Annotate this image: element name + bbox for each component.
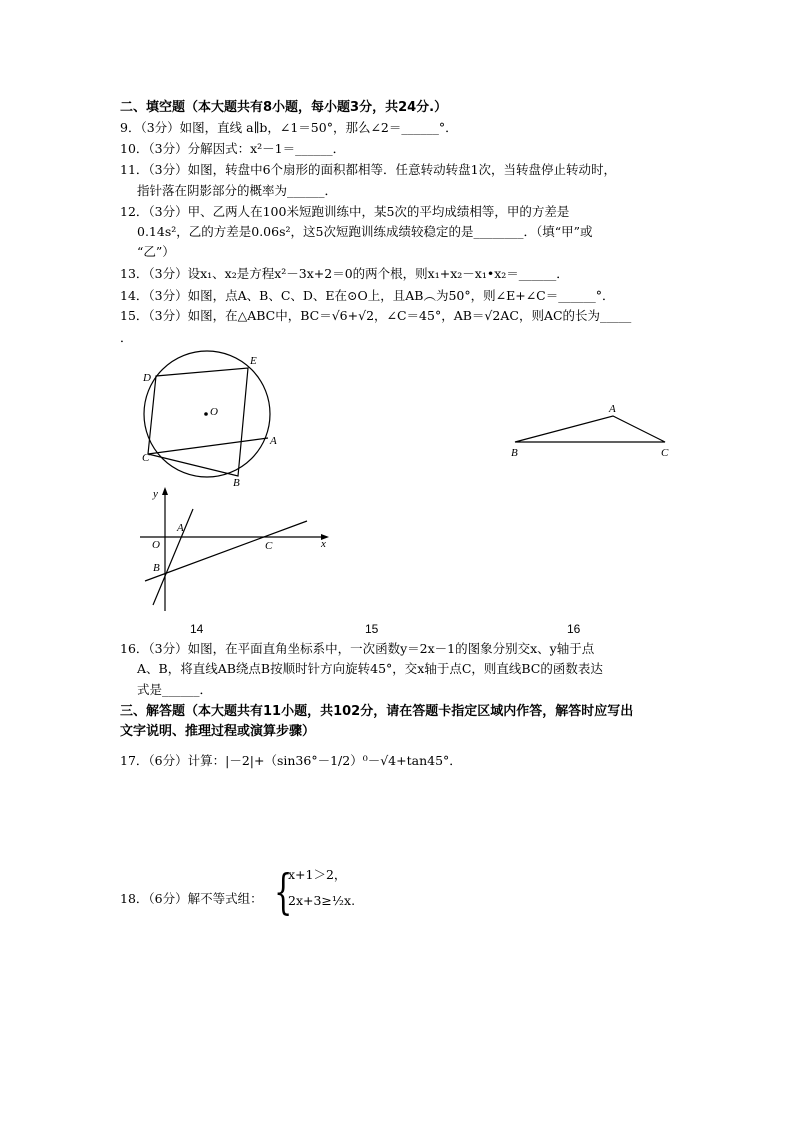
section2-heading: 二、填空题（本大题共有8小题，每小题3分，共24分.） bbox=[120, 100, 448, 115]
figure-number-15: 15 bbox=[365, 622, 379, 636]
label-B: B bbox=[153, 562, 160, 574]
inequality-system bbox=[288, 862, 355, 914]
figure-number-14: 14 bbox=[190, 622, 204, 636]
label-y: y bbox=[153, 488, 158, 500]
question-13: 13．（3分）设x₁、x₂是方程x²－3x+2＝0的两个根，则x₁+x₂－x₁•x₂＝______． bbox=[120, 266, 569, 281]
question-15-line1: 15．（3分）如图，在△ABC中，BC＝√6+√2，∠C＝45°，AB＝√2AC，则AC的长为_____ bbox=[120, 308, 632, 323]
question-9: 9．（3分）如图，直线 a∥b，∠1＝50°，那么∠2＝______°． bbox=[120, 120, 458, 135]
question-11-line1: 11．（3分）如图，转盘中6个扇形的面积都相等．任意转动转盘1次，当转盘停止转动时， bbox=[120, 162, 617, 177]
section3-heading-line1: 三、解答题（本大题共有11小题，共102分，请在答题卡指定区域内作答，解答时应写出 bbox=[120, 704, 634, 719]
label-C: C bbox=[142, 452, 150, 464]
label-B: B bbox=[233, 477, 240, 488]
inequality-2: 2x+3≥½x. bbox=[288, 893, 356, 908]
label-x: x bbox=[321, 538, 326, 550]
question-16-line1: 16．（3分）如图，在平面直角坐标系中，一次函数y＝2x－1的图象分别交x、y轴于点 bbox=[120, 641, 595, 656]
question-18-prefix: 18．（6分）解不等式组： bbox=[120, 891, 263, 906]
figure-number-16: 16 bbox=[567, 622, 581, 636]
circle-figure bbox=[130, 348, 290, 488]
question-17: 17．（6分）计算：|－2|+（sin36°－1/2）⁰－√4+tan45°． bbox=[120, 753, 462, 768]
label-C: C bbox=[265, 540, 273, 552]
question-10: 10．（3分）分解因式：x²－1＝______． bbox=[120, 141, 346, 156]
label-O: O bbox=[152, 539, 160, 551]
brace-icon: { bbox=[274, 864, 293, 920]
label-D: D bbox=[143, 372, 151, 384]
section3-heading-line2: 文字说明、推理过程或演算步骤） bbox=[120, 724, 316, 739]
question-11-line2: 指针落在阴影部分的概率为______． bbox=[137, 183, 338, 198]
label-B: B bbox=[511, 447, 518, 459]
question-12-line2: 0.14s²，乙的方差是0.06s²，这5次短跑训练成绩较稳定的是________．（填“甲”或 bbox=[137, 224, 593, 239]
question-12-line3: “乙”） bbox=[137, 244, 175, 259]
label-C: C bbox=[661, 447, 669, 459]
inequality-1: x+1＞2， bbox=[288, 867, 347, 882]
question-12-line1: 12．（3分）甲、乙两人在100米短跑训练中，某5次的平均成绩相等，甲的方差是 bbox=[120, 204, 570, 219]
label-A: A bbox=[177, 522, 184, 534]
question-15-line2: ． bbox=[120, 330, 133, 345]
question-16-line2: A、B，将直线AB绕点B按顺时针方向旋转45°，交x轴于点C，则直线BC的函数表达 bbox=[137, 661, 603, 676]
label-A: A bbox=[609, 403, 616, 415]
question-16-line3: 式是______． bbox=[137, 682, 213, 697]
axes-figure bbox=[135, 485, 335, 615]
label-O: O bbox=[210, 406, 218, 418]
question-14: 14．（3分）如图，点A、B、C、D、E在⊙O上，且AB︵为50°，则∠E+∠C＝______°． bbox=[120, 288, 615, 303]
triangle-figure bbox=[505, 400, 685, 490]
label-A: A bbox=[270, 435, 277, 447]
label-E: E bbox=[250, 355, 257, 367]
